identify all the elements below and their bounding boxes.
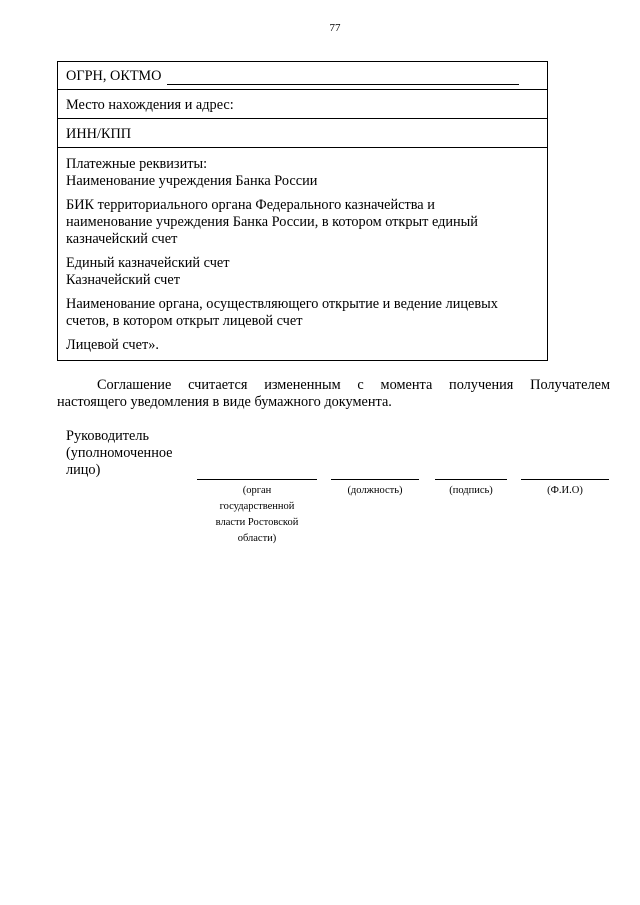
organ-caption bbox=[197, 483, 317, 547]
bank-name-label: Наименование учреждения Банка России bbox=[66, 173, 318, 189]
organ-caption-line: власти Ростовской bbox=[215, 517, 299, 528]
account-organ-label-line: Наименование органа, осуществляющего открытие и ведение лицевых bbox=[66, 296, 498, 312]
organ-caption-line: (орган bbox=[242, 485, 272, 496]
payment-block-organ bbox=[66, 296, 539, 330]
position-signature-line bbox=[331, 479, 419, 480]
ogrn-label: ОГРН, ОКТМО bbox=[66, 68, 162, 84]
payment-block-accounts bbox=[66, 255, 539, 289]
treasury-account-label: Казначейский счет bbox=[66, 272, 180, 288]
address-row bbox=[58, 90, 547, 119]
inn-row bbox=[58, 119, 547, 148]
signature-caption-text: (подпись) bbox=[449, 485, 493, 496]
signature-line bbox=[435, 479, 507, 480]
signer-label-line: (уполномоченное bbox=[66, 445, 173, 461]
ogrn-fill-line bbox=[167, 70, 519, 85]
ogrn-row bbox=[58, 62, 547, 90]
account-organ-label-line: счетов, в котором открыт лицевой счет bbox=[66, 313, 303, 329]
signer-label-line: лицо) bbox=[66, 462, 101, 478]
inn-label: ИНН/КПП bbox=[66, 126, 132, 142]
personal-account-label: Лицевой счет». bbox=[66, 337, 159, 353]
name-caption-text: (Ф.И.О) bbox=[547, 485, 583, 496]
position-caption bbox=[331, 483, 419, 499]
page-number: 77 bbox=[329, 22, 341, 34]
bik-label-line: казначейский счет bbox=[66, 231, 178, 247]
signer-label-line: Руководитель bbox=[66, 428, 150, 444]
single-treasury-account-label: Единый казначейский счет bbox=[66, 255, 230, 271]
name-signature-line bbox=[521, 479, 609, 480]
payment-details-row bbox=[58, 148, 547, 360]
requisites-table bbox=[57, 61, 548, 361]
payment-block-personal-account bbox=[66, 337, 539, 354]
position-caption-text: (должность) bbox=[347, 485, 403, 496]
agreement-line: настоящего уведомления в виде бумажного документа. bbox=[57, 394, 392, 410]
payment-block-bank bbox=[66, 156, 539, 190]
name-caption bbox=[521, 483, 609, 499]
organ-signature-line bbox=[197, 479, 317, 480]
payment-details-heading: Платежные реквизиты: bbox=[66, 156, 208, 172]
organ-caption-line: государственной bbox=[219, 501, 295, 512]
signature-caption bbox=[435, 483, 507, 499]
payment-block-bik bbox=[66, 197, 539, 248]
bik-label-line: наименование учреждения Банка России, в котором открыт единый bbox=[66, 214, 478, 230]
agreement-paragraph bbox=[57, 377, 610, 411]
bik-label-line: БИК территориального органа Федерального казначейства и bbox=[66, 197, 435, 213]
signer-label bbox=[66, 428, 173, 479]
organ-caption-line: области) bbox=[237, 533, 277, 544]
agreement-line: Соглашение считается измененным с момента получения Получателем bbox=[97, 377, 610, 393]
address-label: Место нахождения и адрес: bbox=[66, 97, 234, 113]
